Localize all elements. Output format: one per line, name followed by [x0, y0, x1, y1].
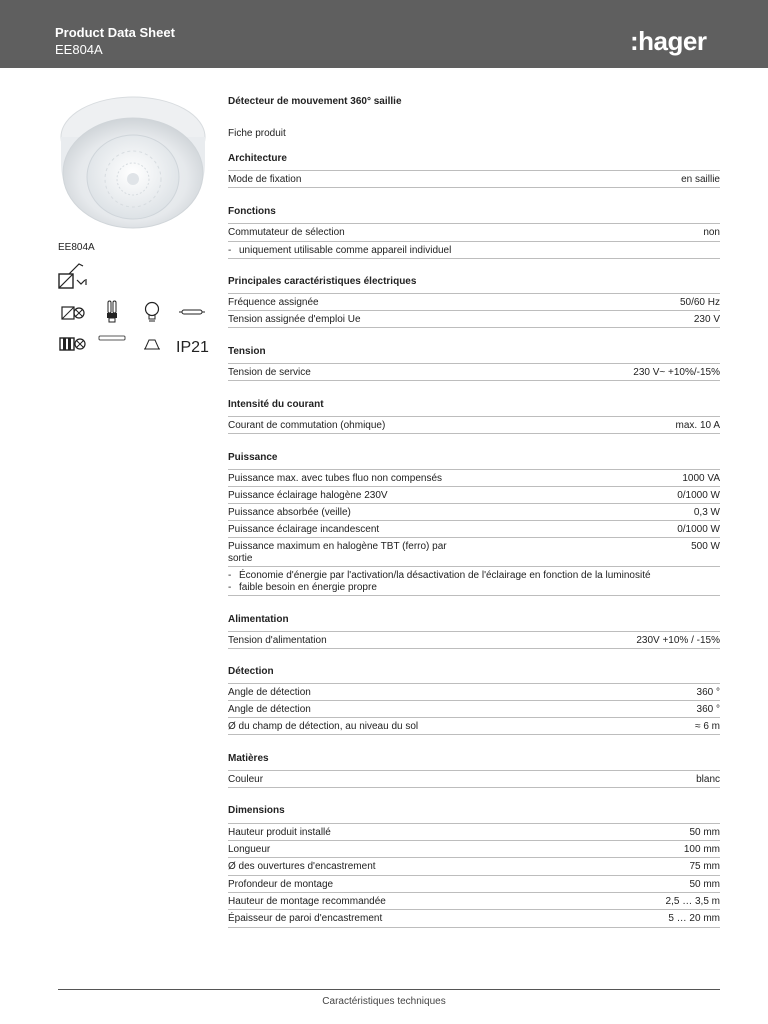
section-title-matieres: Matières: [228, 753, 269, 764]
spec-value: max. 10 A: [675, 420, 720, 431]
spec-label: Puissance absorbée (veille): [228, 507, 351, 518]
spec-row: [228, 823, 720, 840]
footer-label: Caractéristiques techniques: [322, 996, 446, 1007]
spec-label: Puissance max. avec tubes fluo non compensés: [228, 473, 443, 484]
spec-label: Longueur: [228, 844, 271, 855]
electronic-transformer-icon: [60, 304, 86, 322]
spec-label-continued: sortie: [228, 553, 253, 564]
spec-row: [228, 840, 720, 857]
spec-notes: - Économie d'énergie par l'activation/la désactivation de l'éclairage en fonction de la luminosité - faible besoin en énergie propre: [228, 566, 720, 596]
spec-row: [228, 416, 720, 434]
document-product-code: EE804A: [55, 42, 103, 57]
spec-label: Couleur: [228, 774, 264, 785]
section-title-electrical: Principales caractéristiques électriques: [228, 276, 417, 287]
ferromagnetic-transformer-icon: [58, 335, 88, 353]
product-image: [58, 95, 208, 230]
spec-label: Puissance éclairage incandescent: [228, 524, 380, 535]
incandescent-bulb-icon: [143, 301, 161, 324]
section-title-dimensions: Dimensions: [228, 805, 285, 816]
spec-value: 230 V~ +10%/-15%: [633, 367, 720, 378]
spec-label: Tension d'alimentation: [228, 635, 327, 646]
spec-value: 0,3 W: [693, 507, 720, 518]
ceiling-mount-icon: [143, 336, 161, 352]
spec-value: 50 mm: [689, 827, 720, 838]
spec-row: [228, 223, 720, 241]
spec-value: 100 mm: [683, 844, 720, 855]
spec-row: [228, 537, 720, 566]
spec-label: Hauteur produit installé: [228, 827, 331, 838]
spec-label: Ø du champ de détection, au niveau du sol: [228, 721, 419, 732]
halogen-tube-icon: [178, 307, 206, 317]
compact-fluorescent-icon: [104, 300, 120, 324]
spec-label: Puissance éclairage halogène 230V: [228, 490, 388, 501]
spec-note: - uniquement utilisable comme appareil individuel: [228, 241, 720, 259]
spec-row: [228, 170, 720, 188]
spec-value: 50 mm: [689, 879, 720, 890]
spec-label: Commutateur de sélection: [228, 227, 345, 238]
spec-label: Tension assignée d'emploi Ue: [228, 314, 361, 325]
spec-value: 5 … 20 mm: [668, 913, 720, 924]
motion-sensor-icon: [57, 260, 89, 292]
spec-row: [228, 857, 720, 875]
product-code-label: EE804A: [58, 242, 95, 253]
spec-value: 0/1000 W: [677, 490, 720, 501]
document-type: Fiche produit: [228, 128, 286, 139]
spec-label: Courant de commutation (ohmique): [228, 420, 386, 431]
spec-value: en saillie: [681, 174, 720, 185]
section-title-tension: Tension: [228, 346, 266, 357]
section-title-intensite: Intensité du courant: [228, 399, 324, 410]
spec-row: [228, 520, 720, 537]
section-title-architecture: Architecture: [228, 153, 287, 164]
spec-value: 75 mm: [689, 861, 720, 872]
spec-label: Ø des ouvertures d'encastrement: [228, 861, 376, 872]
spec-label: Puissance maximum en halogène TBT (ferro) par: [228, 541, 447, 552]
spec-row: [228, 770, 720, 788]
spec-label: Profondeur de montage: [228, 879, 334, 890]
spec-row: [228, 503, 720, 520]
spec-row: [228, 469, 720, 486]
spec-value: ≈ 6 m: [695, 721, 720, 732]
spec-label: Mode de fixation: [228, 174, 302, 185]
note-text: faible besoin en énergie propre: [239, 582, 377, 593]
spec-row: [228, 486, 720, 503]
spec-value: 50/60 Hz: [679, 297, 720, 308]
spec-row: [228, 363, 720, 381]
ip-rating: IP21: [176, 339, 209, 356]
spec-value: 230V +10% / -15%: [636, 635, 720, 646]
spec-label: Fréquence assignée: [228, 297, 319, 308]
spec-label: Angle de détection: [228, 687, 311, 698]
spec-label: Hauteur de montage recommandée: [228, 896, 386, 907]
section-title-detection: Détection: [228, 666, 274, 677]
spec-value: 230 V: [693, 314, 720, 325]
spec-row: [228, 293, 720, 310]
fluorescent-tube-icon: [98, 334, 126, 342]
note-text: Économie d'énergie par l'activation/la désactivation de l'éclairage en fonction de la luminosité: [239, 570, 651, 581]
spec-value: 360 °: [696, 687, 720, 698]
spec-label: Angle de détection: [228, 704, 311, 715]
spec-row: [228, 700, 720, 717]
spec-row: [228, 892, 720, 909]
brand-logo: :hager: [630, 26, 707, 56]
spec-row: [228, 717, 720, 735]
spec-label: Tension de service: [228, 367, 311, 378]
spec-value: 1000 VA: [682, 473, 720, 484]
footer-divider: [58, 989, 720, 990]
spec-value: 360 °: [696, 704, 720, 715]
spec-label: Épaisseur de paroi d'encastrement: [228, 913, 383, 924]
note-text: uniquement utilisable comme appareil individuel: [239, 245, 452, 256]
spec-row: [228, 631, 720, 649]
section-title-puissance: Puissance: [228, 452, 278, 463]
spec-value: 2,5 … 3,5 m: [665, 896, 720, 907]
spec-value: non: [703, 227, 720, 238]
spec-value: blanc: [696, 774, 720, 785]
page-header: [0, 0, 768, 68]
spec-row: [228, 310, 720, 328]
spec-row: [228, 909, 720, 928]
spec-value: 0/1000 W: [677, 524, 720, 535]
spec-value: 500 W: [691, 541, 720, 552]
section-title-fonctions: Fonctions: [228, 206, 276, 217]
product-name: Détecteur de mouvement 360° saillie: [228, 96, 402, 107]
spec-row: [228, 683, 720, 700]
section-title-alimentation: Alimentation: [228, 614, 289, 625]
spec-row: [228, 875, 720, 892]
document-title: Product Data Sheet: [55, 25, 175, 40]
